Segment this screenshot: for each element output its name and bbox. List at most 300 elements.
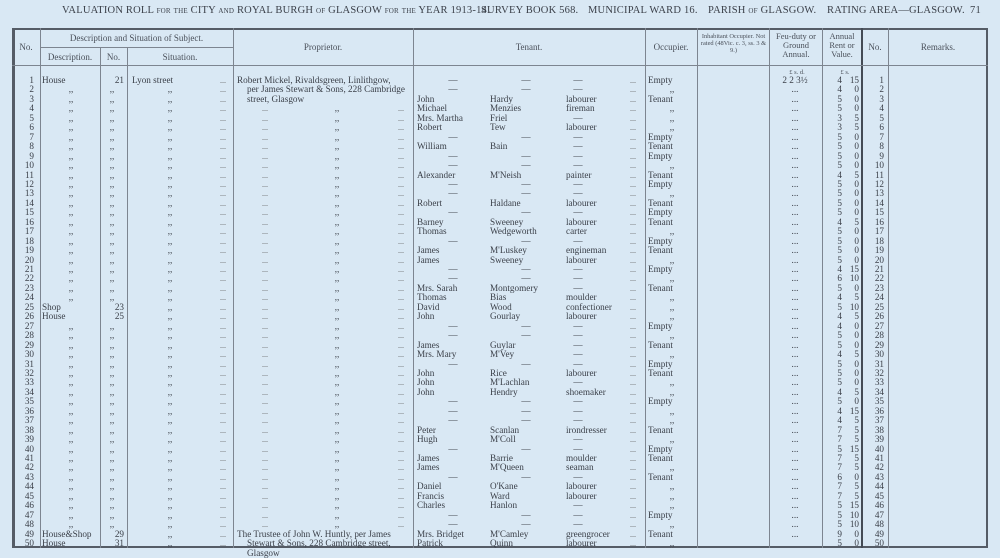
row-no-right: 11 (875, 169, 884, 180)
row-description: ,, (68, 339, 74, 350)
row-no: 32 (24, 367, 34, 378)
row-description: ,, (68, 367, 74, 378)
proprietor-dots: ... (398, 331, 404, 341)
row-situation: ,, (167, 235, 173, 246)
proprietor-dots: ... (398, 387, 404, 397)
rent-shillings: 5 (854, 415, 859, 426)
tenant-occupation: — (573, 405, 583, 416)
row-number: ,, (109, 490, 115, 501)
rent-pounds: 4 (837, 264, 842, 274)
tenant-dots: ... (630, 198, 636, 208)
tenant-occupation: — (573, 330, 583, 341)
tenant-occupation: shoemaker (566, 386, 606, 397)
tenant-first-name: — (448, 150, 458, 161)
proprietor-dots: ... (262, 482, 268, 492)
tenant-surname: M'Vey (490, 349, 515, 360)
row-description: ,, (68, 264, 74, 274)
row-number: ,, (109, 339, 115, 350)
occupier: ,, (669, 103, 675, 114)
proprietor-ditto: ,, (334, 396, 340, 407)
proprietor-dots: ... (262, 340, 268, 350)
row-number: ,, (109, 386, 115, 397)
occupier: ,, (669, 490, 675, 501)
proprietor-dots: ... (262, 425, 268, 435)
feu-duty: ... (791, 207, 799, 218)
tenant-first-name: Francis (417, 490, 445, 501)
proprietor-dots: ... (398, 350, 404, 360)
proprietor-dots: ... (398, 265, 404, 274)
occupier: ,, (669, 273, 675, 284)
row-description: ,, (68, 292, 74, 303)
proprietor-dots: ... (262, 255, 268, 265)
row-description: ,, (68, 84, 74, 95)
situation-dots: ... (220, 236, 226, 246)
proprietor-dots: ... (398, 151, 404, 161)
row-no: 45 (24, 490, 34, 501)
situation-dots: ... (220, 406, 226, 416)
tenant-dots: ... (630, 151, 636, 161)
tenant-occupation: labourer (566, 311, 597, 322)
rent-pounds: 5 (837, 339, 842, 350)
feu-duty: ... (791, 93, 799, 104)
tenant-dots: ... (630, 397, 636, 407)
row-no-right: 30 (874, 349, 884, 360)
row-number: ,, (109, 462, 115, 473)
row-description: ,, (68, 509, 74, 520)
proprietor-dots: ... (398, 236, 404, 246)
row-no: 40 (24, 443, 34, 454)
proprietor-dots: ... (398, 520, 404, 530)
situation-dots: ... (220, 142, 226, 152)
occupier: ,, (669, 415, 675, 426)
proprietor-dots: ... (262, 189, 268, 199)
feu-duty: ... (791, 453, 799, 463)
rent-shillings: 5 (854, 490, 859, 501)
tenant-occupation: moulder (566, 292, 597, 303)
tenant-first-name: James (417, 339, 440, 350)
row-situation: ,, (167, 405, 173, 416)
proprietor-dots: ... (262, 444, 268, 454)
tenant-dots: ... (630, 312, 636, 322)
feu-duty: ... (791, 481, 799, 492)
proprietor-dots: ... (398, 482, 404, 492)
situation-dots: ... (220, 312, 226, 322)
rent-shillings: 0 (854, 178, 859, 189)
row-situation: ,, (167, 226, 173, 237)
occupier: Empty (648, 207, 673, 218)
occupier: Tenant (648, 367, 673, 378)
proprietor-dots: ... (262, 283, 268, 293)
situation-dots: ... (220, 274, 226, 284)
tenant-occupation: painter (566, 169, 592, 180)
row-situation: ,, (167, 103, 173, 114)
tenant-surname: Haldane (490, 197, 521, 208)
proprietor-dots: ... (398, 397, 404, 407)
row-number: ,, (109, 254, 115, 265)
proprietor-dots: ... (398, 444, 404, 454)
tenant-surname: — (521, 415, 531, 426)
tenant-surname: Montgomery (490, 282, 538, 293)
tenant-occupation: moulder (566, 453, 597, 463)
occupier: Empty (648, 235, 673, 246)
rent-pounds: 4 (837, 311, 842, 322)
tenant-dots: ... (630, 510, 636, 520)
tenant-surname: Hanlon (490, 500, 518, 511)
rent-shillings: 15 (849, 264, 859, 274)
tenant-surname: — (521, 84, 531, 95)
proprietor-ditto: ,, (334, 509, 340, 520)
feu-duty: ... (791, 386, 799, 397)
proprietor-ditto: ,, (334, 282, 340, 293)
row-number: ,, (109, 320, 115, 331)
tenant-surname: Hardy (490, 93, 513, 104)
proprietor-dots: ... (398, 416, 404, 426)
tenant-surname: — (521, 519, 531, 530)
situation-dots: ... (220, 151, 226, 161)
row-number: ,, (109, 245, 115, 256)
row-no: 31 (24, 358, 34, 369)
tenant-surname: M'Queen (490, 462, 524, 473)
proprietor-ditto: ,, (334, 273, 340, 284)
proprietor-dots: ... (398, 312, 404, 322)
situation-dots: ... (220, 227, 226, 237)
row-no-right: 6 (879, 122, 884, 133)
tenant-occupation: labourer (566, 254, 597, 265)
row-no-right: 10 (874, 160, 884, 171)
row-situation: ,, (167, 292, 173, 303)
tenant-surname: M'Camley (490, 528, 529, 539)
feu-duty: ... (791, 500, 799, 511)
feu-duty: ... (791, 160, 799, 171)
proprietor-dots: ... (262, 397, 268, 407)
row-number: ,, (109, 424, 115, 435)
proprietor-dots: ... (398, 491, 404, 501)
proprietor-dots: ... (262, 501, 268, 511)
row-situation: ,, (167, 443, 173, 454)
tenant-first-name: James (417, 462, 440, 473)
row-situation: ,, (167, 84, 173, 95)
feu-duty: ... (791, 273, 799, 284)
row-description: ,, (68, 207, 74, 218)
tenant-dots: ... (630, 76, 636, 85)
occupier: ,, (669, 292, 675, 303)
tenant-surname: Menzies (490, 103, 522, 114)
feu-duty: ... (791, 330, 799, 341)
col-subject-header: Description and Situation of Subject. (69, 33, 204, 43)
feu-duty: ... (791, 434, 799, 445)
tenant-occupation: — (573, 434, 583, 445)
row-situation: ,, (167, 282, 173, 293)
tenant-surname: Wedgeworth (490, 226, 537, 237)
rent-pounds: 4 (837, 292, 842, 303)
tenant-occupation: labourer (566, 93, 597, 104)
rent-pounds: 4 (837, 386, 842, 397)
situation-dots: ... (220, 425, 226, 435)
rent-shillings: 0 (854, 226, 859, 237)
occupier: ,, (669, 500, 675, 511)
proprietor-dots: ... (262, 265, 268, 274)
tenant-dots: ... (630, 350, 636, 360)
row-no-right: 31 (874, 358, 884, 369)
tenant-dots: ... (630, 387, 636, 397)
proprietor-dots: ... (262, 104, 268, 114)
tenant-occupation: labourer (566, 490, 597, 501)
tenant-first-name: — (448, 471, 458, 482)
proprietor-dots: ... (262, 151, 268, 161)
tenant-occupation: — (573, 349, 583, 360)
tenant-first-name: — (448, 160, 458, 171)
rent-pounds: 5 (837, 103, 842, 114)
situation-dots: ... (220, 539, 226, 549)
row-situation: ,, (167, 131, 173, 142)
rent-pounds: 5 (837, 226, 842, 237)
row-description: ,, (68, 358, 74, 369)
row-number: ,, (109, 235, 115, 246)
row-number: ,, (109, 443, 115, 454)
tenant-first-name: Mrs. Martha (417, 112, 463, 123)
tenant-surname: Sweeney (490, 254, 524, 265)
rent-pounds: 4 (837, 349, 842, 360)
proprietor-ditto: ,, (334, 150, 340, 161)
rent-shillings: 0 (854, 103, 859, 114)
tenant-surname: Rice (490, 367, 507, 378)
row-no-right: 36 (874, 405, 884, 416)
tenant-occupation: labourer (566, 538, 597, 549)
situation-dots: ... (220, 265, 226, 274)
row-description: House&Shop (42, 528, 92, 539)
tenant-dots: ... (630, 208, 636, 218)
row-no-right: 18 (874, 235, 884, 246)
col-proprietor-header: Proprietor. (303, 42, 343, 52)
tenant-dots: ... (630, 104, 636, 114)
row-situation: ,, (167, 528, 173, 539)
row-no: 24 (24, 292, 34, 303)
row-no-right: 4 (879, 103, 884, 114)
tenant-occupation: — (573, 396, 583, 407)
tenant-occupation: labourer (566, 197, 597, 208)
tenant-first-name: John (417, 386, 435, 397)
proprietor-line: Robert Mickel, Rivaldsgreen, Linlithgow, (237, 75, 391, 85)
feu-duty: ... (791, 112, 799, 123)
row-situation: ,, (167, 358, 173, 369)
row-situation: ,, (167, 301, 173, 312)
situation-dots: ... (220, 491, 226, 501)
feu-duty: ... (791, 311, 799, 322)
proprietor-dots: ... (398, 104, 404, 114)
row-no: 13 (24, 188, 34, 199)
row-no: 11 (25, 169, 34, 180)
tenant-first-name: — (448, 519, 458, 530)
feu-duty: ... (791, 178, 799, 189)
row-situation: ,, (167, 112, 173, 123)
tenant-first-name: — (448, 330, 458, 341)
proprietor-line: Glasgow (247, 547, 280, 558)
tenant-dots: ... (630, 378, 636, 388)
feu-duty: ... (791, 471, 799, 482)
tenant-surname: — (521, 178, 531, 189)
rent-shillings: 10 (849, 519, 859, 530)
tenant-dots: ... (630, 302, 636, 312)
rent-pounds: 4 (837, 405, 842, 416)
row-number: 31 (114, 538, 124, 549)
row-no-right: 22 (874, 273, 884, 284)
row-no: 17 (24, 226, 34, 237)
proprietor-dots: ... (262, 236, 268, 246)
survey-book: SURVEY BOOK 568. (481, 5, 579, 16)
tenant-occupation: — (573, 160, 583, 171)
occupier: ,, (669, 481, 675, 492)
proprietor-dots: ... (262, 246, 268, 256)
proprietor-line: per James Stewart & Sons, 228 Cambridge (247, 84, 405, 95)
col-inhabitant-header: Inhabitant Occupier. Not rated (48Vic. c. 3, ss. 3 & 9.) (700, 33, 767, 54)
proprietor-ditto: ,, (334, 207, 340, 218)
tenant-dots: ... (630, 283, 636, 293)
row-no-right: 16 (874, 216, 884, 227)
row-description: ,, (68, 330, 74, 341)
row-number: ,, (109, 358, 115, 369)
tenant-occupation: seaman (566, 462, 594, 473)
tenant-dots: ... (630, 217, 636, 227)
row-no-right: 46 (874, 500, 884, 511)
tenant-dots: ... (630, 227, 636, 237)
rent-shillings: 5 (854, 112, 859, 123)
tenant-first-name: Alexander (417, 169, 456, 180)
proprietor-ditto: ,, (334, 481, 340, 492)
tenant-first-name: Charles (417, 500, 446, 511)
row-situation: ,, (167, 245, 173, 256)
tenant-surname: — (521, 320, 531, 331)
row-no-right: 42 (874, 462, 884, 473)
situation-dots: ... (220, 501, 226, 511)
occupier: ,, (669, 377, 675, 388)
tenant-dots: ... (630, 255, 636, 265)
feu-duty: ... (791, 490, 799, 501)
rent-shillings: 5 (854, 216, 859, 227)
tenant-first-name: James (417, 254, 440, 265)
row-situation: ,, (167, 254, 173, 265)
row-description: ,, (68, 386, 74, 397)
tenant-occupation: — (573, 509, 583, 520)
row-no: 26 (24, 311, 34, 322)
feu-duty: ... (791, 245, 799, 256)
row-no: 46 (24, 500, 34, 511)
rent-shillings: 0 (854, 320, 859, 331)
row-no: 27 (24, 320, 34, 331)
rent-pounds: 4 (837, 84, 842, 95)
rent-shillings: 15 (849, 405, 859, 416)
tenant-first-name: — (448, 207, 458, 218)
row-no: 22 (24, 273, 34, 284)
row-description: House (42, 538, 66, 549)
row-description: ,, (68, 434, 74, 445)
proprietor-ditto: ,, (334, 160, 340, 171)
tenant-surname: Hendry (490, 386, 518, 397)
row-no-right: 25 (874, 301, 884, 312)
row-number: ,, (109, 396, 115, 407)
proprietor-dots: ... (262, 321, 268, 331)
situation-dots: ... (220, 283, 226, 293)
tenant-surname: Quinn (490, 538, 513, 549)
rent-pounds: 9 (837, 528, 842, 539)
rule (12, 65, 988, 66)
situation-dots: ... (220, 113, 226, 123)
tenant-occupation: carter (566, 226, 587, 237)
rule (888, 28, 889, 548)
row-description: ,, (68, 405, 74, 416)
rent-pounds: 5 (837, 245, 842, 256)
tenant-occupation: — (573, 500, 583, 511)
tenant-occupation: labourer (566, 216, 597, 227)
row-situation: ,, (167, 207, 173, 218)
row-number: ,, (109, 415, 115, 426)
rent-pounds: 5 (837, 178, 842, 189)
occupier: ,, (669, 434, 675, 445)
tenant-dots: ... (630, 189, 636, 199)
row-number: 25 (114, 311, 124, 322)
occupier: Empty (648, 358, 673, 369)
rent-pounds: 5 (837, 443, 842, 454)
rent-pounds: 5 (837, 141, 842, 152)
rent-pounds: 5 (837, 377, 842, 388)
occupier: ,, (669, 519, 675, 530)
row-description: ,, (68, 103, 74, 114)
occupier: ,, (669, 462, 675, 473)
rent-shillings: 0 (854, 282, 859, 293)
rent-shillings: 0 (854, 160, 859, 171)
tenant-first-name: Robert (417, 197, 443, 208)
tenant-dots: ... (630, 444, 636, 454)
situation-dots: ... (220, 482, 226, 492)
rent-shillings: 0 (854, 254, 859, 265)
rent-pounds: 5 (837, 150, 842, 161)
row-situation: ,, (167, 160, 173, 171)
occupier: ,, (669, 311, 675, 322)
proprietor-ditto: ,, (334, 169, 340, 180)
row-no-right: 20 (874, 254, 884, 265)
row-number: ,, (109, 188, 115, 199)
feu-duty: ... (791, 84, 799, 95)
tenant-first-name: Thomas (417, 226, 447, 237)
proprietor-ditto: ,, (334, 462, 340, 473)
tenant-dots: ... (630, 406, 636, 416)
tenant-first-name: — (448, 235, 458, 246)
proprietor-dots: ... (398, 189, 404, 199)
proprietor-dots: ... (398, 368, 404, 378)
proprietor-dots: ... (262, 368, 268, 378)
rent-shillings: 0 (854, 330, 859, 341)
row-no: 47 (24, 509, 34, 520)
row-no: 29 (24, 339, 34, 350)
row-number: ,, (109, 150, 115, 161)
feu-duty: ... (791, 235, 799, 246)
occupier: Tenant (648, 216, 673, 227)
row-number: 23 (114, 301, 124, 312)
row-situation: ,, (167, 188, 173, 199)
rent-shillings: 0 (854, 396, 859, 407)
row-description: ,, (68, 490, 74, 501)
row-description: ,, (68, 320, 74, 331)
feu-duty: ... (791, 377, 799, 388)
row-no: 20 (24, 254, 34, 265)
rent-shillings: 5 (854, 434, 859, 445)
tenant-first-name: David (417, 301, 440, 312)
row-description: ,, (68, 481, 74, 492)
row-description: ,, (68, 396, 74, 407)
feu-duty: ... (791, 320, 799, 331)
row-situation: ,, (167, 415, 173, 426)
row-number: ,, (109, 216, 115, 227)
tenant-occupation: labourer (566, 367, 597, 378)
